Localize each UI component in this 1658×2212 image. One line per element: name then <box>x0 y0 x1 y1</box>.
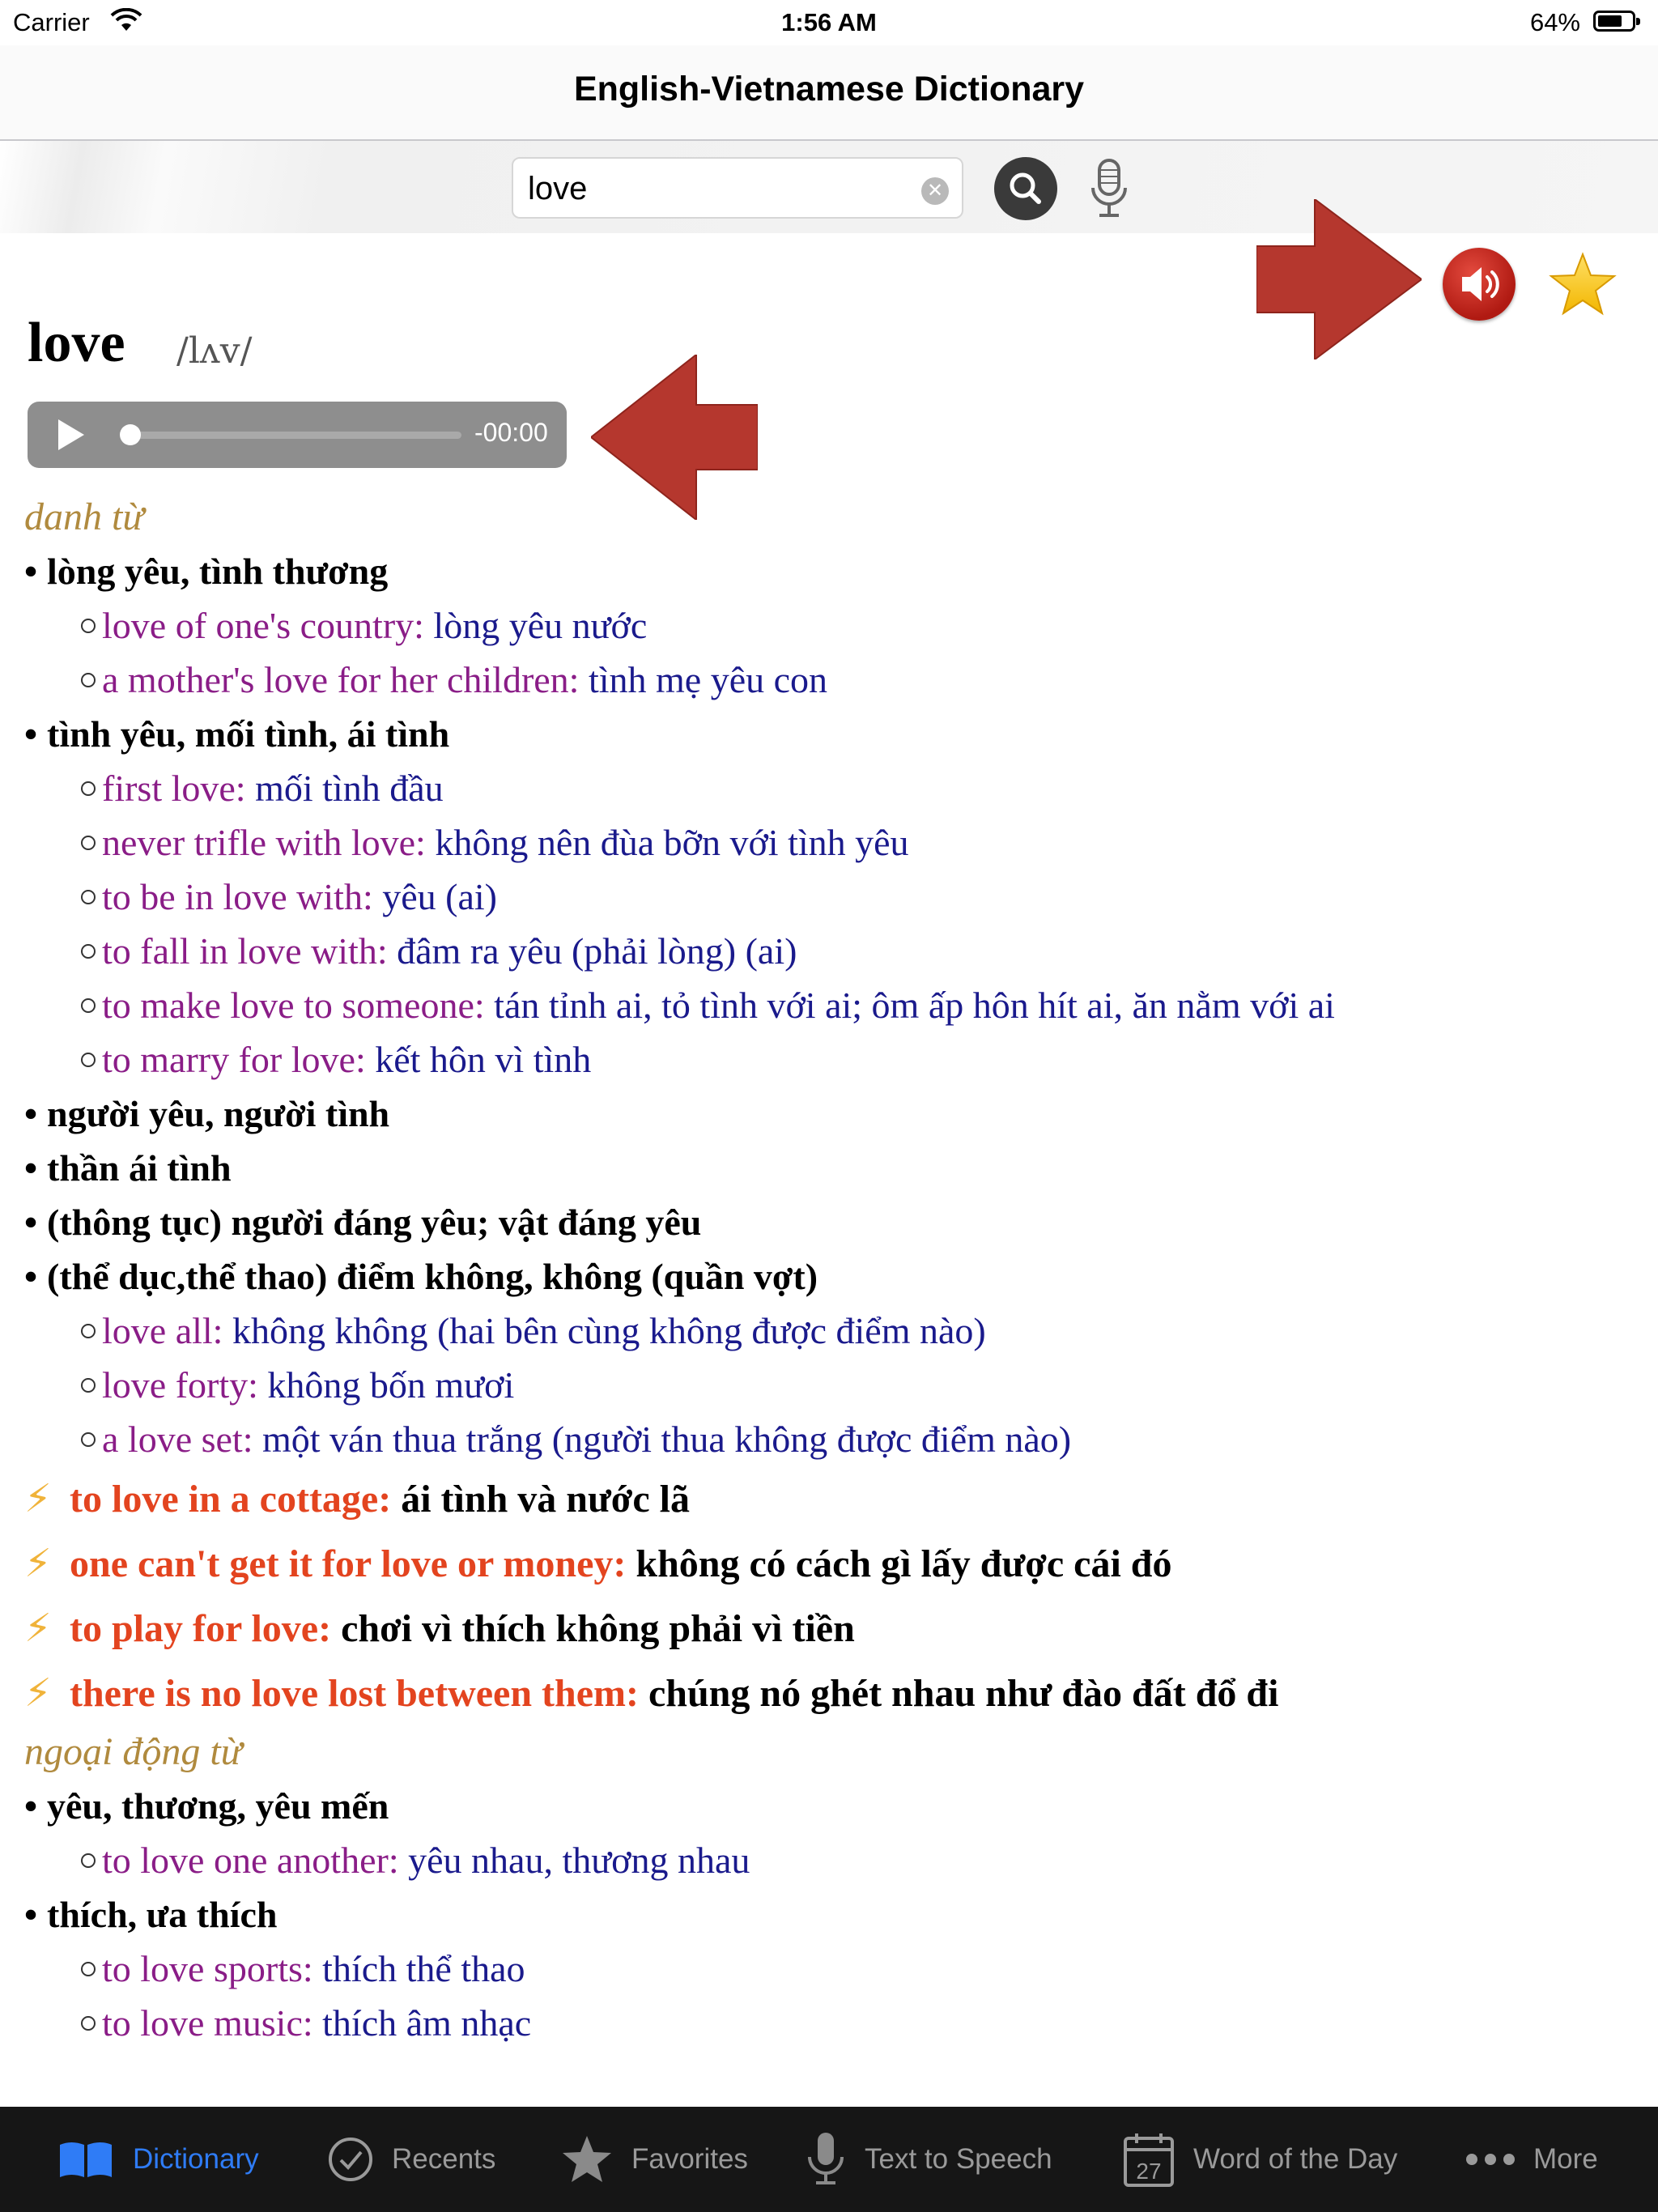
sub-bullet <box>81 1962 96 1976</box>
tab-label: Dictionary <box>133 2143 259 2175</box>
lightning-icon: ⚡ <box>24 1606 52 1651</box>
search-icon <box>994 157 1057 220</box>
tab-recents[interactable] <box>327 2107 495 2212</box>
tab-label: Recents <box>392 2143 496 2175</box>
example-item <box>24 1358 1635 1412</box>
example-translation: tình mẹ yêu con <box>588 659 828 700</box>
sense-item <box>24 1249 1635 1304</box>
example-translation: đâm ra yêu (phải lòng) (ai) <box>397 930 797 972</box>
example-item <box>24 1032 1635 1087</box>
battery-icon <box>1593 11 1635 32</box>
example-translation: không bốn mươi <box>267 1364 515 1406</box>
example-english: to make love to someone: <box>102 985 485 1026</box>
example-english: to love music: <box>102 2002 313 2044</box>
bullet: • <box>24 1894 38 1935</box>
sub-bullet <box>81 781 96 796</box>
star-icon <box>560 2134 614 2184</box>
example-translation: không nên đùa bỡn với tình yêu <box>435 822 909 863</box>
example-item <box>24 870 1635 924</box>
bullet: • <box>24 1093 38 1134</box>
example-english: a love set: <box>102 1419 253 1460</box>
idiom-english: one can't get it for love or money: <box>70 1542 627 1585</box>
example-item <box>24 1412 1635 1466</box>
navigation-bar <box>0 45 1658 141</box>
example-english: to fall in love with: <box>102 930 388 972</box>
tab-favorites[interactable] <box>560 2107 748 2212</box>
part-of-speech: danh từ <box>24 496 144 538</box>
idiom-translation: không có cách gì lấy được cái đó <box>636 1542 1172 1585</box>
sense-item <box>24 1141 1635 1195</box>
lightning-icon: ⚡ <box>24 1670 52 1716</box>
sub-bullet <box>81 890 96 904</box>
idiom-translation: ái tình và nước lã <box>401 1478 690 1521</box>
sub-bullet <box>81 998 96 1013</box>
idiom-item <box>24 1596 1635 1661</box>
idiom-english: there is no love lost between them: <box>70 1672 639 1715</box>
page-title: English-Vietnamese Dictionary <box>573 70 1085 108</box>
search-input[interactable] <box>526 167 918 211</box>
sub-bullet <box>81 1432 96 1447</box>
favorite-star-button[interactable] <box>1548 249 1618 319</box>
tab-label: Text to Speech <box>865 2143 1052 2175</box>
sense-item <box>24 1195 1635 1249</box>
sense-item <box>24 707 1635 761</box>
tab-dictionary[interactable] <box>57 2107 259 2212</box>
example-english: never trifle with love: <box>102 822 426 863</box>
idiom-item <box>24 1661 1635 1725</box>
example-translation: không không (hai bên cùng không được điểm nào) <box>232 1310 986 1351</box>
sub-bullet <box>81 1053 96 1067</box>
tab-more[interactable] <box>1465 2107 1598 2212</box>
tab-label: Word of the Day <box>1193 2143 1398 2175</box>
tab-text-to-speech[interactable] <box>805 2107 1052 2212</box>
search-button[interactable] <box>994 157 1057 220</box>
example-translation: kết hôn vì tình <box>375 1039 592 1080</box>
sense-text: thần ái tình <box>47 1147 232 1189</box>
example-item <box>24 924 1635 978</box>
bullet: • <box>24 1202 38 1243</box>
example-english: love forty: <box>102 1364 258 1406</box>
carrier-label: Carrier <box>13 8 90 36</box>
example-item <box>24 653 1635 707</box>
bullet: • <box>24 1256 38 1297</box>
example-translation: yêu (ai) <box>382 876 498 917</box>
bullet: • <box>24 713 38 755</box>
bullet: • <box>24 551 38 592</box>
calendar-icon <box>1122 2130 1175 2189</box>
sub-bullet <box>81 673 96 687</box>
sense-text: (thông tục) người đáng yêu; vật đáng yêu <box>47 1202 702 1243</box>
example-translation: yêu nhau, thương nhau <box>408 1840 750 1881</box>
example-english: love all: <box>102 1310 223 1351</box>
tab-label: More <box>1533 2143 1598 2175</box>
example-english: to love sports: <box>102 1948 313 1989</box>
sub-bullet <box>81 2016 96 2031</box>
headword: love <box>28 312 125 374</box>
microphone-icon <box>805 2131 847 2188</box>
idiom-english: to love in a cottage: <box>70 1478 392 1521</box>
example-english: to marry for love: <box>102 1039 366 1080</box>
clock: 1:56 AM <box>781 8 877 36</box>
speaker-icon <box>1443 248 1516 321</box>
sub-bullet <box>81 944 96 959</box>
audio-progress-handle[interactable] <box>120 424 141 445</box>
example-translation: một ván thua trắng (người thua không được điểm nào) <box>262 1419 1072 1460</box>
example-translation: thích âm nhạc <box>322 2002 532 2044</box>
sense-text: lòng yêu, tình thương <box>47 551 389 592</box>
voice-search-button[interactable] <box>1085 155 1133 220</box>
sense-text: yêu, thương, yêu mến <box>47 1785 389 1827</box>
sense-text: người yêu, người tình <box>47 1093 390 1134</box>
microphone-icon <box>1085 155 1133 220</box>
sense-text: thích, ưa thích <box>47 1894 278 1935</box>
example-english: first love: <box>102 768 246 809</box>
idiom-item <box>24 1531 1635 1596</box>
example-item <box>24 1942 1635 1996</box>
sub-bullet <box>81 1324 96 1338</box>
sense-text: tình yêu, mối tình, ái tình <box>47 713 450 755</box>
clipped-content <box>24 2050 1635 2082</box>
example-translation: lòng yêu nước <box>433 605 648 646</box>
example-item <box>24 1833 1635 1887</box>
battery-percent: 64% <box>1529 8 1580 36</box>
tab-word-of-the-day[interactable] <box>1122 2107 1397 2212</box>
sub-bullet <box>81 619 96 633</box>
more-dots-icon <box>1465 2151 1516 2167</box>
check-circle-icon <box>327 2136 374 2183</box>
part-of-speech: ngoại động từ <box>24 1730 242 1773</box>
example-item <box>24 598 1635 653</box>
example-english: love of one's country: <box>102 605 424 646</box>
calendar-day: 27 <box>1136 2159 1162 2184</box>
phonetic: /lʌv/ <box>176 330 253 372</box>
search-field[interactable] <box>512 157 963 219</box>
definition-list <box>24 491 1635 2082</box>
annotation-arrow-right <box>1256 199 1422 359</box>
example-translation: mối tình đầu <box>255 768 444 809</box>
example-translation: thích thể thao <box>322 1948 525 1989</box>
sense-item <box>24 1887 1635 1942</box>
status-bar <box>0 0 1658 45</box>
audio-player <box>28 402 567 468</box>
sense-text: (thể dục,thể thao) điểm không, không (quần vợt) <box>47 1256 818 1297</box>
example-translation: tán tỉnh ai, tỏ tình với ai; ôm ấp hôn hít ai, ăn nằm với ai <box>494 985 1335 1026</box>
example-item <box>24 978 1635 1032</box>
audio-progress-track[interactable] <box>121 432 461 439</box>
example-item <box>24 815 1635 870</box>
play-icon[interactable] <box>58 419 84 450</box>
idiom-english: to play for love: <box>70 1607 332 1650</box>
clear-search-button[interactable]: ✕ <box>921 177 949 205</box>
sense-item <box>24 1087 1635 1141</box>
example-item <box>24 1304 1635 1358</box>
audio-time: -00:00 <box>474 418 548 447</box>
tab-label: Favorites <box>631 2143 748 2175</box>
example-english: a mother's love for her children: <box>102 659 580 700</box>
book-icon <box>57 2138 115 2180</box>
example-item <box>24 761 1635 815</box>
sense-item <box>24 1779 1635 1833</box>
bullet: • <box>24 1785 38 1827</box>
sub-bullet <box>81 1853 96 1868</box>
sense-item <box>24 544 1635 598</box>
example-english: to be in love with: <box>102 876 373 917</box>
sub-bullet <box>81 1378 96 1393</box>
lightning-icon: ⚡ <box>24 1541 52 1586</box>
pronounce-button[interactable] <box>1443 248 1516 321</box>
bullet: • <box>24 1147 38 1189</box>
idiom-translation: chúng nó ghét nhau như đào đất đổ đi <box>648 1672 1279 1715</box>
sub-bullet <box>81 836 96 850</box>
tab-bar <box>0 2107 1658 2212</box>
idiom-translation: chơi vì thích không phải vì tiền <box>341 1607 855 1650</box>
idiom-item <box>24 1466 1635 1531</box>
lightning-icon: ⚡ <box>24 1476 52 1521</box>
example-english: to love one another: <box>102 1840 399 1881</box>
example-item <box>24 1996 1635 2050</box>
